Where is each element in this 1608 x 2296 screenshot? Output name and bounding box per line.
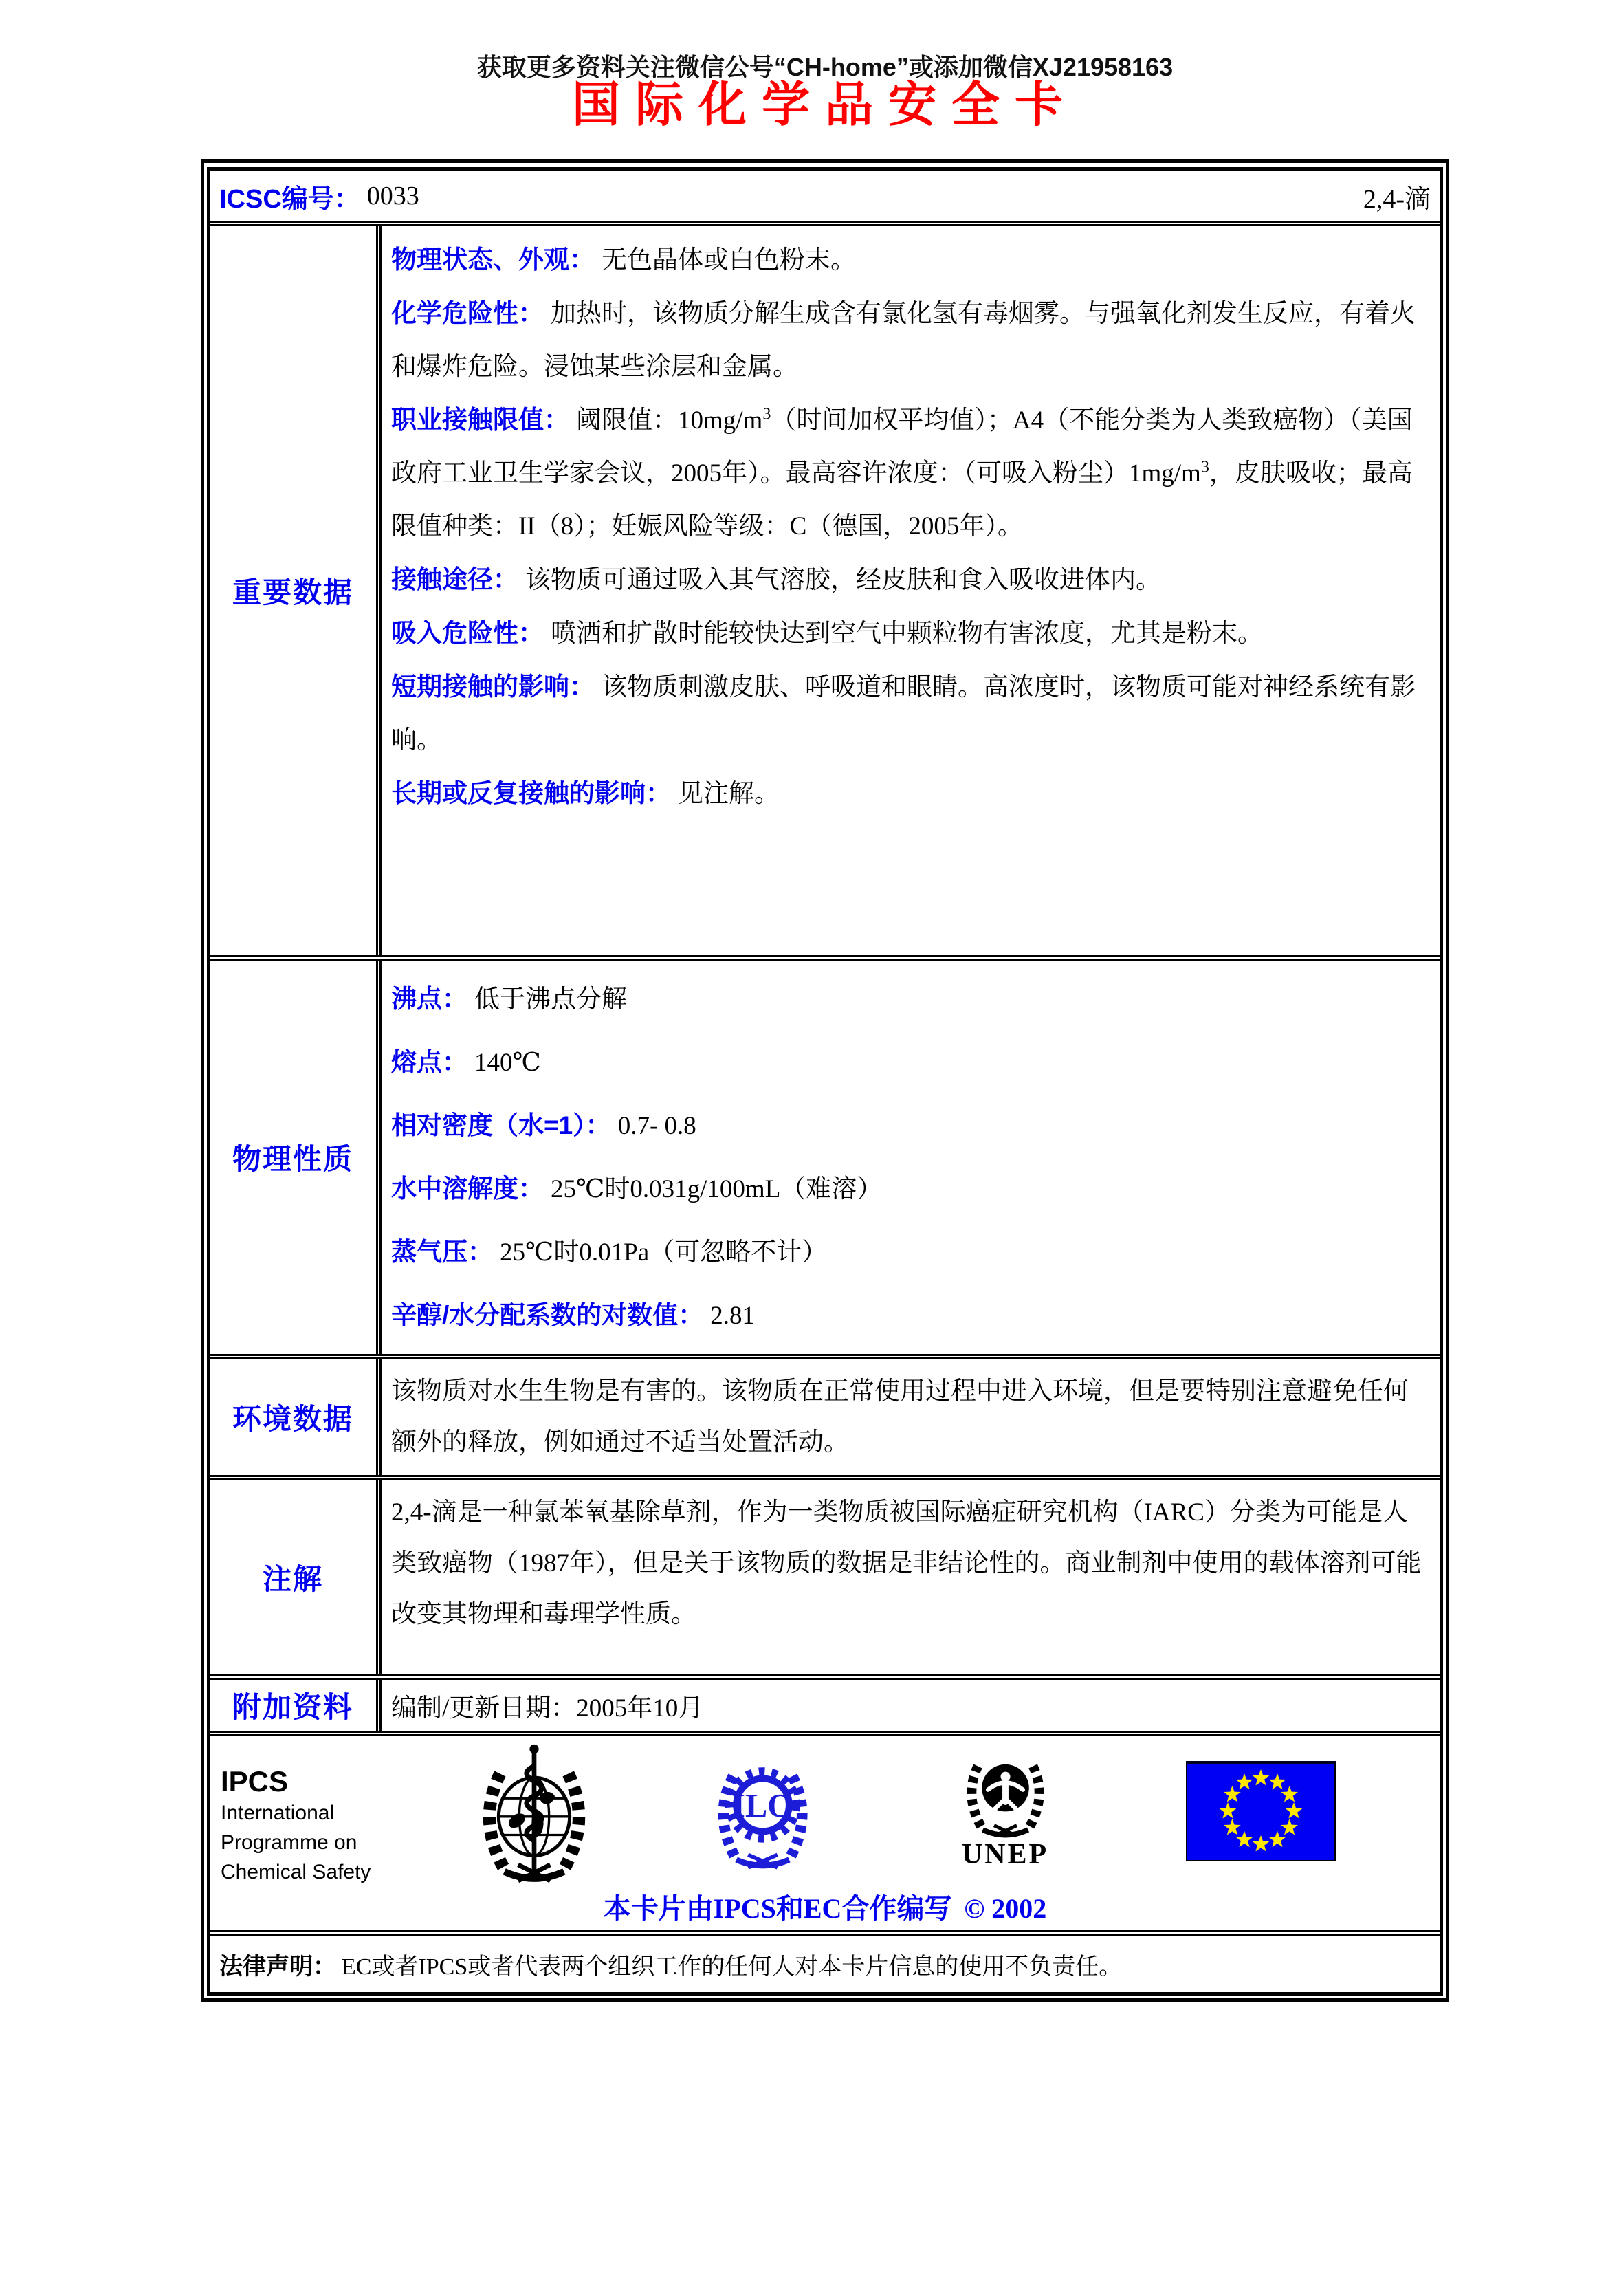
- item-label: 相对密度（水=1）：: [391, 1111, 611, 1139]
- item-boiling-point: [391, 967, 1428, 1031]
- item-label: 沸点：: [391, 985, 467, 1013]
- ilo-letters: ILO: [732, 1787, 793, 1824]
- caption-text: 本卡片由IPCS和EC合作编写: [603, 1893, 952, 1924]
- notes-text: 2,4-滴是一种氯苯氧基除草剂，作为一类物质被国际癌症研究机构（IARC）分类为可能是人类致癌物（1987年），但是关于该物质的数据是非结论性的。商业制剂中使用的载体溶剂可能改变其物理和毒理学性质。: [391, 1498, 1422, 1628]
- additional-info-content: [382, 1680, 1440, 1731]
- ipcs-line2: Programme on: [221, 1831, 357, 1854]
- row-label-text: 环境数据: [232, 1403, 353, 1435]
- item-occupational-exposure-limits: [391, 393, 1428, 553]
- icsc-number-value: 0033: [366, 182, 419, 210]
- item-text-part: （时间加权平均值）；A4（不能分类为人类致癌物）（美国政府工业卫生学家会议，2005年）。最高容许浓度：（可吸入粉尘）1mg/m: [391, 406, 1413, 488]
- row-label-important-data: [210, 226, 382, 955]
- item-text: 2.81: [710, 1302, 756, 1330]
- item-relative-density: [391, 1094, 1428, 1157]
- item-label: 水中溶解度：: [391, 1174, 544, 1203]
- legal-content: [210, 1936, 1440, 1992]
- row-label-text: 注解: [262, 1563, 323, 1595]
- item-label: 职业接触限值：: [391, 406, 569, 434]
- superscript-3: 3: [1200, 458, 1209, 477]
- row-label-physical-properties: [210, 961, 382, 1354]
- item-text: 该物质刺激皮肤、呼吸道和眼睛。高浓度时，该物质可能对神经系统有影响。: [391, 673, 1416, 754]
- item-text: 无色晶体或白色粉末。: [602, 246, 856, 274]
- item-text-part: 阈限值：10mg/m: [576, 406, 763, 435]
- row-label-text: 重要数据: [232, 576, 353, 609]
- item-chemical-danger: [391, 287, 1428, 393]
- icsc-card-table: [201, 159, 1449, 2002]
- icsc-number-label: ICSC编号：: [219, 184, 360, 214]
- logos-caption: [210, 1887, 1440, 1926]
- environmental-data-row: [210, 1354, 1440, 1475]
- item-physical-state: [391, 233, 1428, 287]
- logos-row: [210, 1731, 1440, 1930]
- item-text: 低于沸点分解: [474, 985, 627, 1014]
- ipcs-line3: Chemical Safety: [221, 1861, 371, 1883]
- physical-properties-row: [210, 955, 1440, 1354]
- icsc-header-cell: [210, 171, 1440, 221]
- item-inhalation-risk: [391, 606, 1428, 660]
- item-label: 物理状态、外观：: [391, 245, 595, 274]
- legal-text: EC或者IPCS或者代表两个组织工作的任何人对本卡片信息的使用不负责任。: [342, 1954, 1123, 1980]
- environmental-text: 该物质对水生生物是有害的。该物质在正常使用过程中进入环境，但是要特别注意避免任何额外的释放，例如通过不适当处置活动。: [391, 1377, 1409, 1456]
- item-text: 25℃时0.031g/100mL（难溶）: [551, 1175, 883, 1203]
- item-text: 加热时，该物质分解生成含有氯化氢有毒烟雾。与强氧化剂发生反应，有着火和爆炸危险。浸蚀某些涂层和金属。: [391, 300, 1416, 381]
- item-octanol-water-partition: [391, 1284, 1428, 1347]
- superscript-3: 3: [762, 405, 771, 424]
- row-label-text: 物理性质: [232, 1143, 353, 1175]
- page-title: 国际化学品安全卡: [572, 79, 1078, 132]
- item-text: 该物质可通过吸入其气溶胶，经皮肤和食入吸收进体内。: [525, 566, 1161, 594]
- item-short-term-effects: [391, 660, 1428, 767]
- row-label-text: 附加资料: [232, 1691, 353, 1723]
- legal-label: 法律声明：: [219, 1953, 336, 1980]
- item-label: 辛醇/水分配系数的对数值：: [391, 1301, 704, 1329]
- item-label: 长期或反复接触的影响：: [391, 779, 671, 807]
- icsc-header-row: [210, 171, 1440, 221]
- item-text: 25℃时0.01Pa（可忽略不计）: [500, 1238, 828, 1267]
- item-label: 短期接触的影响：: [391, 673, 595, 701]
- notes-content: [382, 1480, 1440, 1674]
- unep-word: UNEP: [961, 1839, 1049, 1870]
- item-label: 接触途径：: [391, 565, 518, 593]
- item-text: 140℃: [474, 1049, 541, 1077]
- item-label: 吸入危险性：: [391, 619, 544, 647]
- ilo-icon: [699, 1754, 826, 1876]
- notes-row: [210, 1475, 1440, 1674]
- unep-icon: [947, 1746, 1064, 1871]
- item-label: 化学危险性：: [391, 299, 544, 327]
- additional-info-text: 编制/更新日期：2005年10月: [391, 1694, 704, 1723]
- physical-properties-content: [382, 961, 1440, 1354]
- row-label-environmental-data: [210, 1359, 382, 1475]
- ipcs-text-block: [221, 1765, 371, 1887]
- additional-info-row: [210, 1674, 1440, 1731]
- item-melting-point: [391, 1031, 1428, 1094]
- ipcs-line1: International: [221, 1802, 335, 1824]
- item-label: 熔点：: [391, 1048, 467, 1076]
- row-label-additional-info: [210, 1680, 382, 1731]
- important-data-row: [210, 221, 1440, 955]
- legal-row: [210, 1930, 1440, 1992]
- item-label: 蒸气压：: [391, 1238, 493, 1266]
- item-long-term-effects: [391, 767, 1428, 820]
- item-text: 喷洒和扩散时能较快达到空气中颗粒物有害浓度，尤其是粉末。: [551, 620, 1263, 648]
- item-vapor-pressure: [391, 1221, 1428, 1284]
- item-text: 见注解。: [678, 780, 780, 808]
- eu-flag-icon: [1186, 1761, 1336, 1865]
- chemical-name: 2,4-滴: [1363, 184, 1431, 214]
- clipped-wechat-header: 获取更多资料关注微信公号“CH-home”或添加微信XJ21958163: [476, 53, 1174, 81]
- item-water-solubility: [391, 1157, 1428, 1221]
- who-icon: [465, 1743, 603, 1892]
- item-exposure-routes: [391, 553, 1428, 606]
- environmental-data-content: [382, 1359, 1440, 1475]
- item-text-part: ，皮肤吸收；最高限值种类：II（8）；妊娠风险等级：C（德国，2005年）。: [391, 459, 1413, 540]
- copyright-text: © 2002: [964, 1893, 1047, 1924]
- item-text: 0.7- 0.8: [617, 1112, 696, 1140]
- row-label-notes: [210, 1480, 382, 1674]
- ipcs-acronym: IPCS: [221, 1765, 289, 1797]
- important-data-content: [382, 226, 1440, 955]
